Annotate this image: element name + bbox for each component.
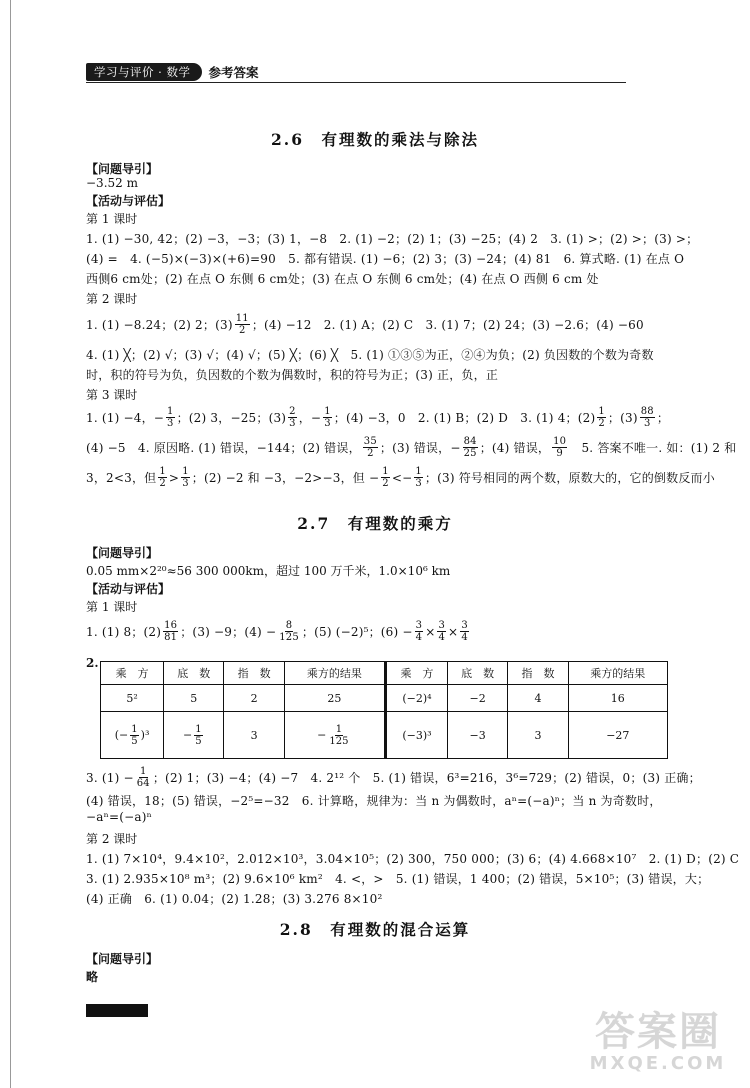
table-cell: 2 [224,685,284,712]
lesson-label: 第 2 课时 [86,292,138,306]
table-row [101,712,668,759]
fraction: $\frac{1}{5}$ [195,723,202,747]
lesson-label: 第 1 课时 [86,212,138,226]
table-cell: −2 [447,685,507,712]
table-header-cell: 底 数 [164,662,224,685]
watermark-big: 答案圈 [595,1009,721,1055]
fraction: $\frac{16}{81}$ [164,620,178,643]
lesson-label: 第 3 课时 [86,388,138,402]
text-run: ；(2) 3，−25；(3) [176,411,287,425]
text-run: 1. (1) −4，− [86,411,165,425]
text-run: × [448,624,459,639]
text-run: 3. (1) − [86,770,134,785]
fraction: $\frac{1}{2}$ [382,466,389,489]
table-cell: 16 [568,685,667,712]
fraction: $\frac{1}{2}$ [159,466,166,489]
table-cell [164,712,224,759]
text-run: 1. (1) −8.24；(2) 2；(3) [86,318,233,332]
question-guide-heading: 【问题导引】 [86,952,159,966]
answer-line: (4) 错误，18；(5) 错误，−2⁵=−32 6. 计算略，规律为：当 n 为偶数时，aⁿ=(−a)ⁿ；当 n 为奇数时， [86,794,662,808]
answer-line: (4) = 4. (−5)×(−3)×(+6)=90 5. 都有错误. (1) −6；(2) 3；(3) −24；(4) 81 6. 算式略. (1) 在点 O [86,252,685,266]
answer-line: 时，积的符号为负，负因数的个数为偶数时，积的符号为正；(3) 正，负，正 [86,368,499,382]
fraction: $\frac{1}{3}$ [182,466,189,489]
table-header-cell: 乘 方 [101,662,164,685]
table-cell: (−3)³ [385,712,447,759]
text-run: (− [114,728,129,741]
watermark [578,1010,738,1074]
table-cell: 4 [508,685,568,712]
table-cell: 5 [164,685,224,712]
answer-line [86,620,666,643]
text-run: 3，2<3，但 [86,471,157,485]
table-cell [101,712,164,759]
text-run: ；(3) 错误，− [379,441,461,455]
section-title-2-6: 2.6 有理数的乘法与除法 [271,130,479,149]
section-title-2-8: 2.8 有理数的混合运算 [279,920,471,939]
text-run: ； [656,411,670,425]
table-cell: 3 [508,712,568,759]
lesson-label: 第 2 课时 [86,832,138,846]
text-run: − [183,728,193,741]
answer-line: −aⁿ=(−a)ⁿ [86,810,153,824]
text-run: ；(5) (−2)⁵；(6) − [301,625,413,639]
text-run: ；(4) −12 2. (1) A；(2) C 3. (1) 7；(2) 24；(3) −2.6；(4) −60 [251,318,644,332]
text-run: ；(4) −3，0 2. (1) B；(2) D 3. (1) 4；(2) [333,411,596,425]
answer-line [86,406,670,429]
fraction: $\frac{1}{3}$ [167,406,174,429]
text-run: ，− [298,411,322,425]
fraction: $\frac{1}{2}$ [598,406,605,429]
table-header-cell: 乘方的结果 [568,662,667,685]
fraction: $\frac{88}{3}$ [640,406,654,429]
table-header-cell: 指 数 [224,662,284,685]
fraction: $\frac{1}{125}$ [329,723,349,747]
table-header-cell: 乘 方 [385,662,447,685]
answer-line [86,466,715,489]
table-header-cell: 底 数 [447,662,507,685]
fraction: $\frac{1}{64}$ [136,766,150,789]
table-cell: −3 [447,712,507,759]
text-run: ；(2) −2 和 −3，−2>−3，但 − [191,471,380,485]
fraction: $\frac{3}{4}$ [415,620,423,643]
text-run: 5. 答案不唯一. 如：(1) 2 和 [569,441,737,455]
table-cell: (−2)⁴ [385,685,447,712]
watermark-small: MXQE.COM [589,1053,727,1074]
text-run: ；(2) 1；(3) −4；(4) −7 4. 2¹² 个 5. (1) 错误，6³=216，3⁶=729；(2) 错误，0；(3) 正确； [152,771,701,785]
text-run: ；(3) −9；(4) − [180,625,277,639]
text-run: × [425,624,436,639]
fraction: $\frac{84}{25}$ [463,436,477,459]
question-guide-answer: 0.05 mm×2²⁰≈56 300 000km，超过 100 万千米，1.0×10⁶ km [86,564,451,578]
table-cell: −27 [568,712,667,759]
fraction: $\frac{3}{4}$ [461,620,468,643]
fraction: $\frac{1}{3}$ [324,406,331,429]
fraction: $\frac{11}{2}$ [235,313,249,336]
fraction: $\frac{1}{5}$ [131,723,138,747]
header-divider [86,82,626,83]
text-run: ；(3) 符号相同的两个数，原数大的，它的倒数反而小 [424,471,715,485]
text-run: ；(3) [607,411,638,425]
question-guide-heading: 【问题导引】 [86,546,159,560]
text-run: > [168,470,180,485]
answer-line [86,766,701,789]
table-header-row [101,662,668,685]
text-run: (4) −5 4. 原因略. (1) 错误，−144；(2) 错误， [86,441,361,455]
fraction: $\frac{3}{4}$ [438,620,446,643]
question-guide-heading: 【问题导引】 [86,162,159,176]
activity-heading: 【活动与评估】 [86,582,171,596]
section-title-2-7: 2.7 有理数的乘方 [297,514,453,533]
header-label: 参考答案 [208,65,259,80]
fraction: $\frac{35}{2}$ [363,436,377,459]
answer-line: (4) 正确 6. (1) 0.04；(2) 1.28；(3) 3.276 8×10² [86,892,383,906]
power-table [100,661,668,759]
table-cell: 3 [224,712,284,759]
question-number: 2. [86,656,99,670]
answer-line: 西侧6 cm处；(2) 在点 O 东侧 6 cm处；(3) 在点 O 东侧 6 cm处；(4) 在点 O 西侧 6 cm 处 [86,272,599,286]
answer-line: 4. (1) ╳；(2) √；(3) √；(4) √；(5) ╳；(6) ╳ 5. (1) ①③⑤为正，②④为负；(2) 负因数的个数为奇数 [86,348,654,362]
table-header-cell: 指 数 [508,662,568,685]
answer-line: 1. (1) 7×10⁴，9.4×10²，2.012×10³，3.04×10⁵；(2) 300，750 000；(3) 6；(4) 4.668×10⁷ 2. (1) D；(2) C [86,852,740,866]
footer-bar [86,1004,148,1017]
page-header [86,62,258,82]
text-run: )³ [140,728,150,741]
activity-heading: 【活动与评估】 [86,194,171,208]
lesson-label: 第 1 课时 [86,600,138,614]
fraction: $\frac{2}{3}$ [289,406,296,429]
question-guide-answer: 略 [86,970,99,984]
text-run: 1. (1) 8；(2) [86,625,162,639]
text-run: ；(4) 错误， [479,441,551,455]
table-cell: 25 [284,685,385,712]
fraction: $\frac{8}{125}$ [279,620,299,643]
fraction: $\frac{10}{9}$ [553,436,567,459]
table-cell [284,712,385,759]
table-row [101,685,668,712]
text-run: <− [391,470,413,485]
answer-line: 3. (1) 2.935×10⁸ m³；(2) 9.6×10⁶ km² 4. <，> 5. (1) 错误，1 400；(2) 错误，5×10⁵；(3) 错误，大； [86,872,710,886]
answer-line [86,436,737,459]
question-guide-answer: −3.52 m [86,176,138,190]
answer-line [86,313,666,336]
header-tag: 学习与评价 · 数学 [86,63,202,81]
table-header-cell: 乘方的结果 [284,662,385,685]
fraction: $\frac{1}{3}$ [415,466,422,489]
answer-line: 1. (1) −30, 42；(2) −3，−3；(3) 1，−8 2. (1) −2；(2) 1；(3) −25；(4) 2 3. (1) >；(2) >；(3) >； [86,232,699,246]
text-run: − [317,728,327,741]
table-cell: 5² [101,685,164,712]
